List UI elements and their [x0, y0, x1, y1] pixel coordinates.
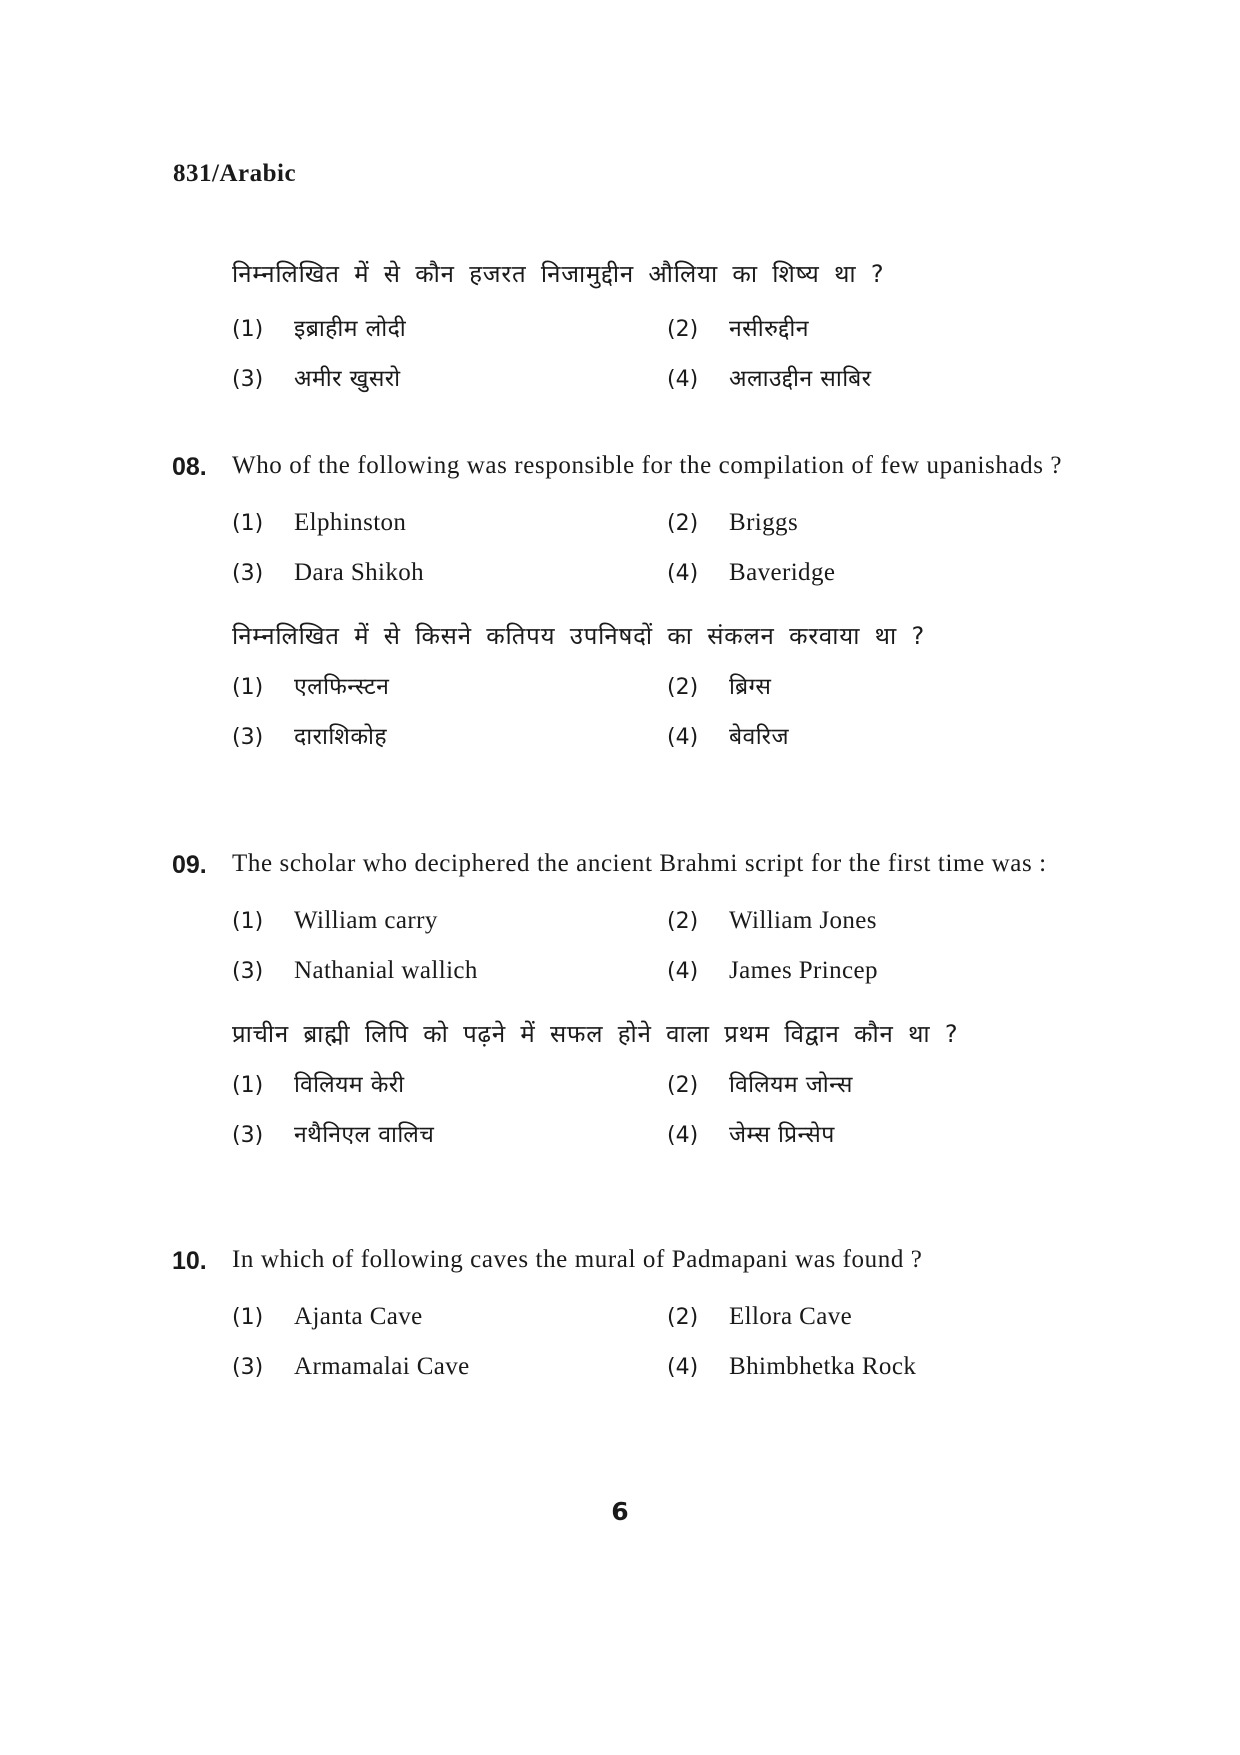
page-number: 6: [611, 1497, 629, 1526]
option-number: (1): [232, 1073, 264, 1098]
option-text: William carry: [294, 907, 438, 934]
option-4: [667, 1342, 1102, 1392]
option-text: Armamalai Cave: [294, 1353, 470, 1380]
option-number: (1): [232, 1305, 264, 1330]
option-1: [232, 1292, 667, 1342]
option-3: [232, 354, 667, 404]
option-number: (1): [232, 317, 264, 342]
question-text: In which of following caves the mural of Padmapani was found ?: [232, 1246, 923, 1273]
option-text: बेवरिज: [729, 724, 789, 750]
option-text: अमीर खुसरो: [294, 366, 401, 392]
option-number: (2): [667, 675, 699, 700]
question-text: The scholar who deciphered the ancient Brahmi script for the first time was :: [232, 850, 1047, 877]
option-text: विलियम जोन्स: [729, 1072, 853, 1098]
option-text: Nathanial wallich: [294, 957, 478, 984]
option-1-hindi: [232, 1060, 667, 1110]
option-4: [667, 354, 1102, 404]
question-08: [172, 444, 1102, 762]
option-text: विलियम केरी: [294, 1072, 405, 1098]
question-text-hindi: निम्नलिखित में से कौन हजरत निजामुद्दीन औलिया का शिष्य था ?: [232, 260, 885, 288]
option-text: William Jones: [729, 907, 877, 934]
option-1: [232, 304, 667, 354]
option-number: (2): [667, 511, 699, 536]
option-4-hindi: [667, 1110, 1102, 1160]
option-text: ब्रिग्स: [729, 674, 772, 700]
option-text: जेम्स प्रिन्सेप: [729, 1122, 835, 1148]
option-text: इब्राहीम लोदी: [294, 316, 407, 342]
question-10: [172, 1238, 1102, 1392]
option-text: Ajanta Cave: [294, 1303, 423, 1330]
question-number: 10.: [172, 1247, 207, 1275]
options-grid-hindi: [232, 1060, 1102, 1160]
question-07-hindi: [172, 252, 1102, 404]
option-1: [232, 896, 667, 946]
option-number: (4): [667, 959, 699, 984]
option-number: (4): [667, 561, 699, 586]
option-number: (4): [667, 367, 699, 392]
option-number: (3): [232, 1355, 264, 1380]
option-4-hindi: [667, 712, 1102, 762]
option-2: [667, 498, 1102, 548]
option-number: (1): [232, 675, 264, 700]
question-text: Who of the following was responsible for the compilation of few upanishads ?: [232, 452, 1063, 479]
option-2: [667, 896, 1102, 946]
option-text: Bhimbhetka Rock: [729, 1353, 917, 1380]
option-2-hindi: [667, 1060, 1102, 1110]
option-number: (4): [667, 1123, 699, 1148]
options-grid-hindi: [232, 662, 1102, 762]
question-text-hindi: निम्नलिखित में से किसने कतिपय उपनिषदों का संकलन करवाया था ?: [232, 622, 925, 650]
option-number: (1): [232, 909, 264, 934]
options-grid: [232, 498, 1102, 598]
option-number: (3): [232, 959, 264, 984]
option-number: (3): [232, 367, 264, 392]
option-2: [667, 304, 1102, 354]
question-number: 09.: [172, 851, 207, 879]
option-number: (2): [667, 909, 699, 934]
option-3-hindi: [232, 712, 667, 762]
option-2-hindi: [667, 662, 1102, 712]
options-grid: [232, 896, 1102, 996]
option-number: (2): [667, 317, 699, 342]
option-text: एलफिन्स्टन: [294, 674, 390, 700]
option-number: (3): [232, 561, 264, 586]
option-4: [667, 946, 1102, 996]
option-text: दाराशिकोह: [294, 724, 387, 750]
option-number: (4): [667, 1355, 699, 1380]
option-number: (3): [232, 1123, 264, 1148]
option-text: Ellora Cave: [729, 1303, 853, 1330]
question-number: 08.: [172, 453, 207, 481]
option-number: (2): [667, 1305, 699, 1330]
option-2: [667, 1292, 1102, 1342]
option-text: Baveridge: [729, 559, 836, 586]
option-1-hindi: [232, 662, 667, 712]
option-text: Briggs: [729, 509, 799, 536]
option-text: अलाउद्दीन साबिर: [729, 366, 872, 392]
option-3: [232, 548, 667, 598]
option-number: (1): [232, 511, 264, 536]
option-3-hindi: [232, 1110, 667, 1160]
option-text: James Princep: [729, 957, 878, 984]
paper-code-header: 831/Arabic: [173, 160, 297, 187]
option-number: (2): [667, 1073, 699, 1098]
option-number: (4): [667, 725, 699, 750]
option-4: [667, 548, 1102, 598]
option-3: [232, 1342, 667, 1392]
option-text: नसीरुद्दीन: [729, 316, 809, 342]
option-text: Elphinston: [294, 509, 407, 536]
question-09: [172, 842, 1102, 1160]
option-3: [232, 946, 667, 996]
option-number: (3): [232, 725, 264, 750]
option-text: Dara Shikoh: [294, 559, 425, 586]
question-text-hindi: प्राचीन ब्राह्मी लिपि को पढ़ने में सफल होने वाला प्रथम विद्वान कौन था ?: [232, 1020, 959, 1048]
options-grid: [232, 1292, 1102, 1392]
options-grid: [232, 304, 1102, 404]
option-text: नथैनिएल वालिच: [294, 1122, 435, 1148]
option-1: [232, 498, 667, 548]
